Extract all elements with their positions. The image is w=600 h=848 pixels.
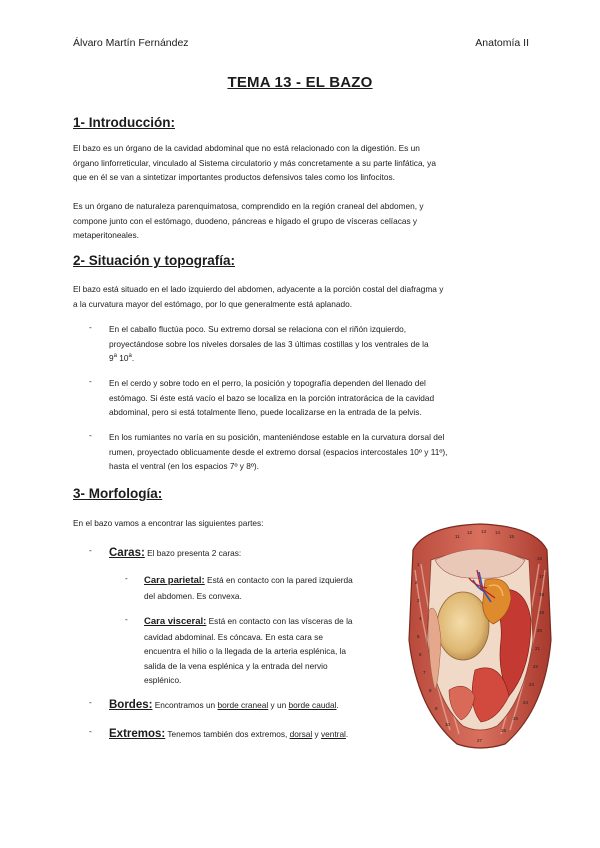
extremo-ventral-term: ventral [321, 729, 346, 739]
header-author: Álvaro Martín Fernández [73, 37, 189, 49]
text-line: El bazo está situado en el lado izquierdo del abdomen, adyacente a la porción costal del diafragma y [73, 284, 444, 294]
dash-marker: - [89, 545, 92, 555]
bullet-item-caballo [89, 322, 539, 366]
text-line: a la curvatura mayor del estómago, por lo que generalmente está aplanado. [73, 298, 353, 309]
item-extremos: - Extremos: Tenemos también dos extremos, dorsal y ventral. [89, 726, 349, 740]
text-line: órgano linforreticular, vinculado al Sistema circulatorio y más concretamente a su parte linfática, ya [73, 157, 436, 168]
text-line: En los rumiantes no varía en su posición, manteniéndose estable en la curvatura dorsal del [109, 432, 445, 442]
caras-label: Caras: [109, 547, 145, 559]
text-line: Cara parietal: Está en contacto con la pared izquierda [144, 575, 353, 586]
figure-label: 8 [429, 688, 432, 693]
figure-label: 3 [417, 598, 420, 603]
figure-label: 9 [435, 706, 438, 711]
text-line: En el caballo fluctúa poco. Su extremo dorsal se relaciona con el riñón izquierdo, [109, 324, 407, 334]
dash-marker: - [89, 430, 92, 440]
figure-label: 23 [529, 682, 535, 687]
text-line: esplénico. [144, 675, 182, 685]
figure-label: 15 [509, 534, 515, 539]
figure-label: 11 [455, 534, 460, 539]
figure-label: 14 [495, 530, 501, 535]
caras-text: El bazo presenta 2 caras: [144, 548, 242, 558]
bullet-item-rumiantes [89, 430, 539, 474]
intro-paragraph-1 [73, 141, 531, 185]
dash-marker: - [89, 697, 92, 707]
figure-label: 27 [477, 738, 483, 743]
text-line: que en él se van a sintetizar importantes productos defensivos tales como los linfocitos. [73, 172, 395, 182]
item-cara-parietal [125, 573, 405, 603]
text-line: proyectándose sobre los niveles dorsales de las 3 últimas costillas y los ventrales de la [109, 338, 429, 349]
extremos-label: Extremos: [109, 728, 166, 740]
text-line: El bazo es un órgano de la cavidad abdominal que no está relacionado con la digestión. Es un [73, 143, 420, 153]
item-bordes: - Bordes: Encontramos un borde craneal y un borde caudal. [89, 697, 339, 711]
text-line: Cara visceral: Está en contacto con las vísceras de la [144, 616, 353, 627]
text-line: hasta el ventral (en los espacios 7º y 8º). [109, 461, 259, 471]
text-line: metaperitoneales. [73, 230, 139, 240]
figure-label: 24 [523, 700, 529, 705]
figure-label: 18 [539, 592, 545, 597]
text-line: del abdomen. Es convexa. [144, 590, 242, 601]
item-cara-visceral [125, 614, 405, 688]
text-line: cavidad abdominal. Es cóncava. En esta cara se [144, 631, 323, 642]
figure-label: 26 [501, 728, 507, 733]
heading-introduccion: 1- Introducción: [73, 115, 175, 130]
header-subject: Anatomía II [475, 37, 529, 49]
figure-label: 12 [467, 530, 473, 535]
bullet-item-cerdo [89, 376, 539, 420]
figure-label: 6 [419, 652, 422, 657]
item-caras [89, 543, 399, 561]
heading-morfologia: 3- Morfología: [73, 486, 163, 501]
text-line: En el cerdo y sobre todo en el perro, la posición y topografía dependen del llenado del [109, 378, 426, 388]
extremo-dorsal-term: dorsal [289, 729, 313, 739]
dash-marker: - [89, 376, 92, 386]
heading-situacion: 2- Situación y topografía: [73, 253, 236, 268]
dash-marker: - [89, 726, 92, 736]
dash-marker: - [89, 322, 92, 332]
text-line: compone junto con el estómago, duodeno, páncreas e hígado el grupo de vísceras celíacas y [73, 215, 418, 226]
intro-paragraph-2 [73, 199, 531, 243]
bordes-label: Bordes: [109, 699, 153, 711]
dash-marker: - [125, 573, 128, 583]
page-title: TEMA 13 - EL BAZO [227, 74, 373, 91]
text-line: Es un órgano de naturaleza parenquimatosa, comprendido en la región craneal del abdomen, y [73, 201, 424, 211]
figure-label: 19 [539, 610, 545, 615]
borde-caudal-term: borde caudal [288, 700, 337, 710]
anatomy-illustration [405, 520, 555, 752]
figure-label: 13 [481, 529, 487, 534]
figure-label: 1 [417, 562, 420, 567]
figure-label: 25 [513, 716, 519, 721]
text-line: rumen, proyectado oblicuamente desde el extremo dorsal (espacios intercostales 10º y 11º), [109, 446, 448, 457]
text-line: estómago. Si éste está vacío el bazo se localiza en la porción intratorácica de la cavidad [109, 392, 435, 403]
figure-label: 16 [537, 556, 543, 561]
text-line: encuentra el hilio o la llegada de la arteria esplénica, la [144, 646, 347, 656]
figure-label: 7 [423, 670, 426, 675]
cara-visceral-label: Cara visceral: [144, 616, 207, 627]
borde-craneal-term: borde craneal [217, 700, 269, 710]
figure-label: 22 [533, 664, 539, 669]
figure-label: 21 [535, 646, 541, 651]
figure-label: 20 [537, 628, 543, 633]
text-line: 9$^a$ 10$^a$. [109, 353, 135, 363]
figure-label: 5 [417, 634, 420, 639]
figure-label: 17 [539, 574, 545, 579]
text-line: abdominal, pero si está totalmente lleno, puede localizarse en la entrada de la pelvis. [109, 407, 422, 417]
figure-label: 2 [415, 580, 418, 585]
figure-label: 10 [445, 722, 451, 727]
text-line: salida de la vena esplénica y la entrada del nervio [144, 660, 328, 671]
spleen-anatomy-image [405, 520, 555, 752]
situacion-paragraph [73, 282, 531, 311]
figure-label: 4 [419, 616, 422, 621]
morfologia-intro: En el bazo vamos a encontrar las siguientes partes: [73, 518, 264, 528]
dash-marker: - [125, 614, 128, 624]
cara-parietal-label: Cara parietal: [144, 575, 205, 586]
